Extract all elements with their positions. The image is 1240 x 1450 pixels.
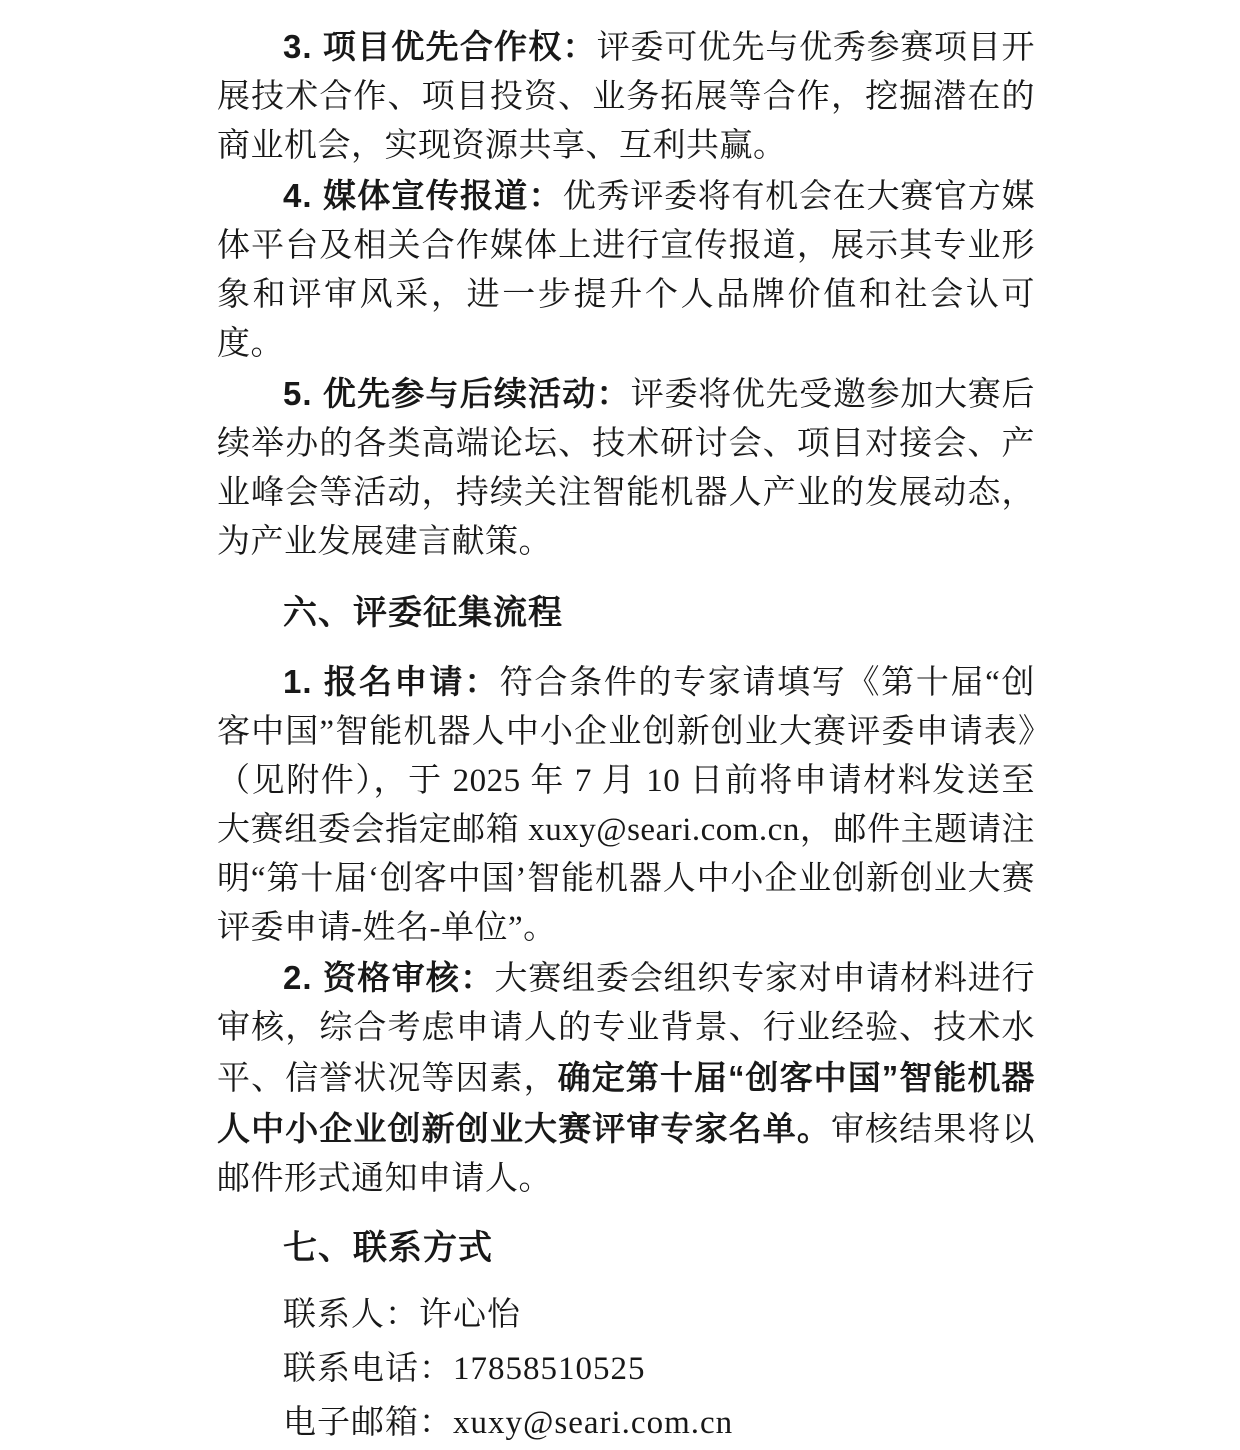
contact-phone-value: 17858510525 [453, 1351, 646, 1387]
contact-person-line [217, 1288, 1035, 1342]
benefit-text-project-cooperation: 评委可优先与优秀参赛项目开展技术合作、项目投资、业务拓展等合作，挖掘潜在的商业机会，实现资源共享、互利共赢。 [217, 30, 1035, 164]
contact-phone-label: 联系电话： [283, 1351, 453, 1387]
section-heading-judge-recruitment-process: 六、评委征集流程 [283, 594, 563, 632]
contact-person-label: 联系人： [283, 1297, 419, 1333]
process-text-review-bold: 确定第十届“创客中国”智能机器人中小企业创新创业大赛评审专家名单。 [217, 1059, 1035, 1147]
benefit-label-project-cooperation: 3. 项目优先合作权： [283, 28, 597, 65]
process-label-application: 1. 报名申请： [283, 663, 500, 700]
contact-email-label: 电子邮箱： [283, 1405, 453, 1441]
process-text-application: 符合条件的专家请填写《第十届“创客中国”智能机器人中小企业创新创业大赛评委申请表》（见附件），于 2025 年 7 月 10 日前将申请材料发送至大赛组委会指定邮箱 xuxy@seari.com.cn，邮件主题请注明“第十届‘创客中国’智能机器人中小企业创新创业大赛评委申请-姓名-单位”。 [217, 665, 1035, 946]
benefit-text-media-coverage: 优秀评委将有机会在大赛官方媒体平台及相关合作媒体上进行宣传报道，展示其专业形象和评审风采，进一步提升个人品牌价值和社会认可度。 [217, 179, 1035, 362]
contact-person-value: 许心怡 [419, 1297, 521, 1333]
process-label-qualification-review: 2. 资格审核： [283, 959, 495, 996]
contact-phone-line [217, 1342, 1035, 1396]
contact-email-line [217, 1396, 1035, 1450]
benefit-item-followup-activities [217, 369, 1035, 567]
process-text-review-after: 审核结果将以邮件形式通知申请人。 [217, 1112, 1036, 1197]
benefit-text-followup-activities: 评委将优先受邀参加大赛后续举办的各类高端论坛、技术研讨会、项目对接会、产业峰会等活动，持续关注智能机器人产业的发展动态，为产业发展建言献策。 [217, 377, 1036, 560]
process-text-review-before: 大赛组委会组织专家对申请材料进行审核，综合考虑申请人的专业背景、行业经验、技术水平、信誉状况等因素， [217, 961, 1035, 1097]
benefit-label-media-coverage: 4. 媒体宣传报道： [283, 177, 563, 214]
section-heading-contact-info: 七、联系方式 [283, 1229, 493, 1267]
contact-email-value: xuxy@seari.com.cn [453, 1405, 734, 1441]
benefit-label-followup-activities: 5. 优先参与后续活动： [283, 375, 631, 412]
process-item-qualification-review [217, 953, 1035, 1204]
process-item-application [217, 657, 1035, 953]
benefit-item-media-coverage [217, 171, 1035, 369]
benefit-item-project-cooperation [217, 22, 1035, 171]
